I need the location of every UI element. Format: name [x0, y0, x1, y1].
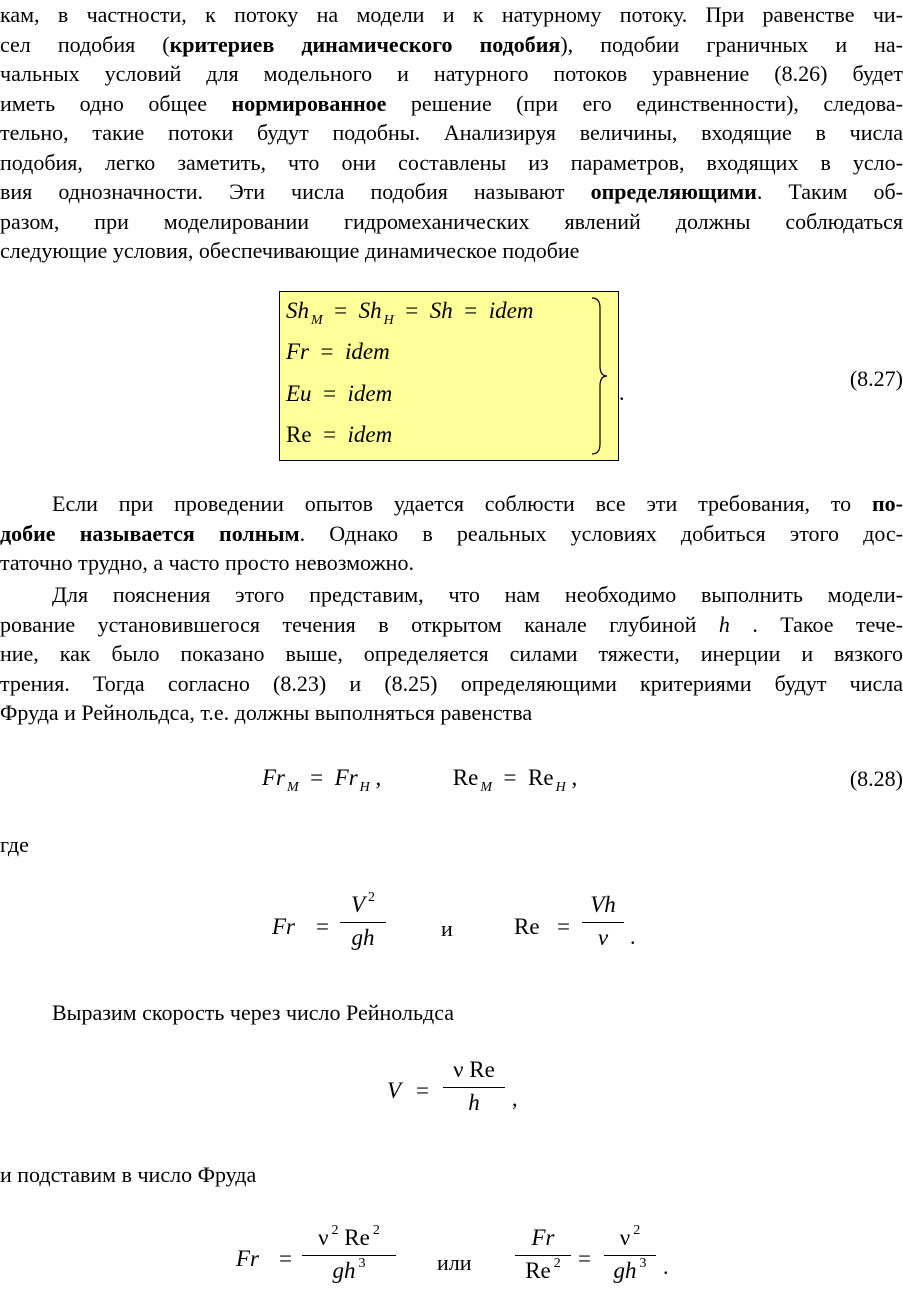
equation-number-8-27: (8.27) [849, 366, 903, 391]
text-run: следующие условия, обеспечивающие динамическое подобие [0, 238, 580, 263]
text-run: ), подобии граничных и на- [560, 31, 903, 57]
paragraph-explanation [0, 580, 903, 728]
text-run: Фруда и Рейнольдса, т.е. должны выполняться равенства [0, 700, 533, 725]
text-where: где [0, 832, 29, 857]
text-run: определяющими [590, 179, 757, 204]
text-run: трения. Тогда согласно (8.23) и (8.25) определяющими критериями будут числа [0, 670, 903, 696]
eq-row-reynolds: Re = idem [286, 422, 393, 447]
text-run: по- [871, 491, 903, 516]
text-line [0, 639, 903, 669]
text-run: . Такое тече- [729, 611, 903, 637]
text-line [0, 118, 903, 148]
text-run: Если при проведении опытов удается соблюсти все эти требования, то [52, 491, 872, 516]
text-run: сел подобия ( [0, 31, 170, 57]
text-run: критериев динамического подобия [169, 31, 561, 57]
text-line [0, 519, 903, 549]
text-line [0, 698, 903, 728]
eq-velocity-comma: , [512, 1086, 518, 1111]
def-reynolds-fraction: Vh ν [582, 892, 624, 955]
text-run: ние, как было показано выше, определяется силами тяжести, инерции и вязкого [0, 641, 903, 666]
text-line [0, 89, 903, 119]
text-run: Для пояснения этого представим, что нам необходимо выполнить модели- [52, 582, 903, 607]
text-line [0, 669, 903, 699]
eq-row-strouhal: Sh $_M$ = Sh $_H$ = Sh = idem [286, 298, 534, 328]
final-froude-lhs: Fr [236, 1246, 259, 1271]
final-eq-1: = [279, 1246, 292, 1271]
def-period: . [630, 924, 636, 949]
def-froude-lhs: Fr [272, 914, 295, 939]
text-run: тельно, такие потоки будут подобны. Анализируя величины, входящие в числа [0, 120, 903, 145]
eq-velocity-fraction: ν Re h [443, 1057, 505, 1120]
final-period: . [663, 1254, 669, 1279]
text-line [0, 610, 903, 640]
text-run: чальных условий для модельного и натурного потоков уравнение (8.26) будет [0, 61, 903, 86]
paragraph-intro [0, 0, 903, 266]
text-run: решение (при его единственности), следова- [386, 90, 903, 116]
text-line [0, 177, 903, 207]
text-line [0, 0, 903, 30]
text-run: нормированное [231, 90, 387, 116]
eq-velocity-eq: = [416, 1078, 429, 1103]
def-reynolds-eq: = [557, 914, 570, 939]
text-or: или [437, 1250, 472, 1275]
text-line [0, 30, 903, 60]
text-line [0, 236, 903, 266]
equation-8-28: Fr $_M$ = Fr $_H$ , Re $_M$ = Re $_H$ , [262, 765, 578, 795]
text-line [0, 548, 903, 578]
paragraph-full-similarity [0, 489, 903, 578]
text-run: h [718, 611, 730, 637]
text-run: таточно трудно, а часто просто невозможно. [0, 550, 414, 575]
text-run: вия однозначности. Эти числа подобия называют [0, 179, 591, 204]
text-run: подобия, легко заметить, что они составлены из параметров, входящих в усло- [0, 149, 903, 175]
equation-number-8-28: (8.28) [849, 766, 903, 791]
def-froude-eq: = [316, 914, 329, 939]
eq-row-euler: Eu = idem [286, 381, 393, 406]
text-line [0, 59, 903, 89]
text-run: добие называется полным [0, 520, 300, 546]
text-run: . Таким об- [756, 179, 903, 204]
final-fraction-lhs: Fr Re $^2$ [515, 1225, 571, 1288]
text-substitute: и подставим в число Фруда [0, 1162, 257, 1187]
text-line [0, 207, 903, 237]
text-run: разом, при моделировании гидромеханических явлений должны соблюдаться [0, 208, 903, 234]
final-fraction-1: ν $^2$ Re $^2$ gh $^3$ [302, 1225, 396, 1288]
text-line [0, 148, 903, 178]
text-run: рование установившегося течения в открытом канале глубиной [0, 611, 719, 637]
def-reynolds-lhs: Re [514, 914, 540, 939]
text-express-velocity: Выразим скорость через число Рейнольдса [52, 1000, 455, 1025]
def-froude-fraction: V $^2$ gh [340, 892, 386, 955]
equation-8-27-box [279, 291, 619, 461]
final-fraction-2: ν $^2$ gh $^3$ [604, 1225, 656, 1288]
right-brace-icon [590, 296, 610, 456]
text-run: . Однако в реальных условиях добиться этого дос- [299, 520, 903, 546]
text-line [0, 580, 903, 610]
text-run: иметь одно общее [0, 90, 232, 116]
text-run: кам, в частности, к потоку на модели и к натурному потоку. При равенстве чи- [0, 2, 903, 27]
eq-velocity-lhs: V [387, 1078, 402, 1103]
final-eq-2: = [578, 1246, 591, 1271]
text-line [0, 489, 903, 519]
text-and: и [441, 916, 453, 941]
eq-8-27-period: . [619, 380, 625, 405]
eq-row-froude: Fr = idem [286, 339, 390, 364]
